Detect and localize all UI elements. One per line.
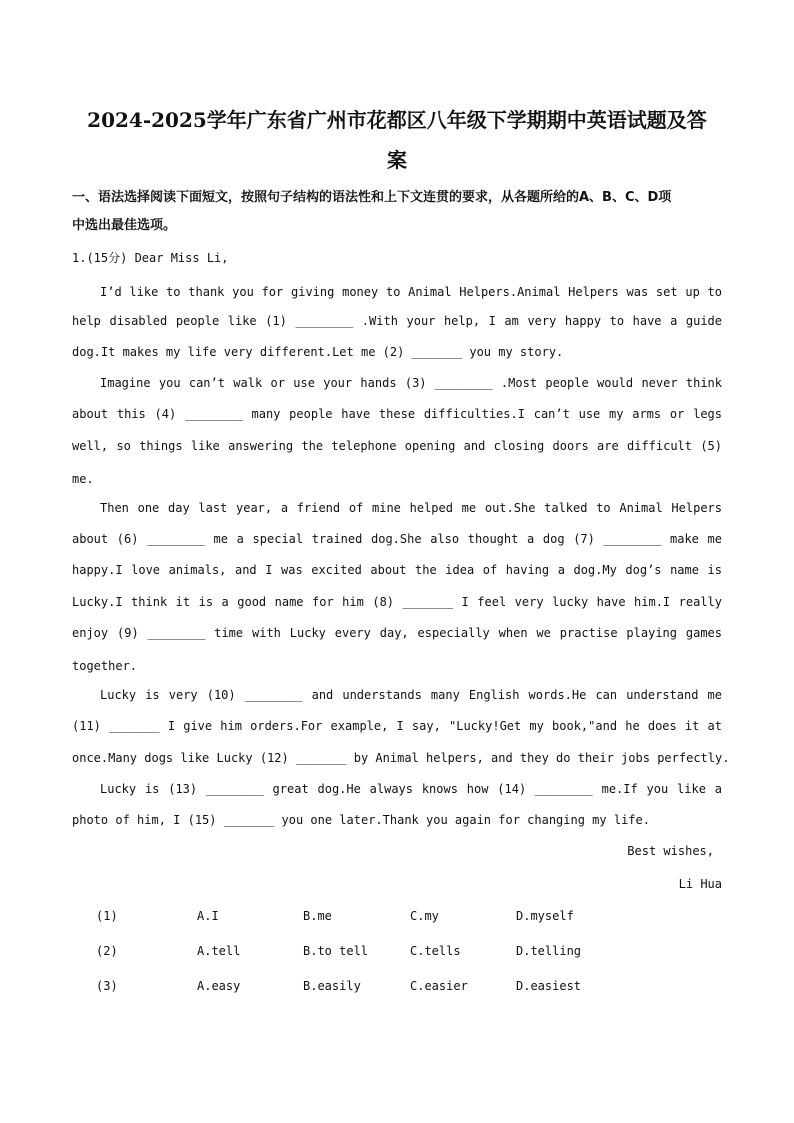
- passage-line: help disabled people like (1) ________ .With your help, I am very happy to have a guide: [72, 314, 722, 328]
- option-number: (2): [96, 944, 118, 958]
- letter-closing: Best wishes,: [627, 844, 714, 858]
- section-instruction-line-1: 一、语法选择阅读下面短文，按照句子结构的语法性和上下文连贯的要求，从各题所给的A、B、C、D项: [72, 190, 672, 205]
- option-number: (3): [96, 979, 118, 993]
- option-d: D.myself: [516, 909, 574, 923]
- passage-line: I’d like to thank you for giving money to Animal Helpers.Animal Helpers was set up to: [100, 285, 722, 299]
- passage-line: Lucky is (13) ________ great dog.He always knows how (14) ________ me.If you like a: [100, 782, 722, 796]
- document-title-line-1: 2024-2025学年广东省广州市花都区八年级下学期期中英语试题及答: [87, 108, 707, 132]
- option-c: C.easier: [410, 979, 468, 993]
- option-b: B.to tell: [303, 944, 369, 958]
- option-d: D.telling: [516, 944, 582, 958]
- option-a: A.easy: [197, 979, 241, 993]
- document-title-line-2: 案: [387, 148, 407, 172]
- option-a: A.tell: [197, 944, 241, 958]
- passage-line: together.: [72, 659, 138, 673]
- option-a: A.I: [197, 909, 219, 923]
- question-header: 1.(15分) Dear Miss Li,: [72, 251, 229, 265]
- option-number: (1): [96, 909, 118, 923]
- passage-line: Then one day last year, a friend of mine helped me out.She talked to Animal Helpers: [100, 501, 722, 515]
- passage-line: about this (4) ________ many people have these difficulties.I can’t use my arms or legs: [72, 407, 722, 421]
- passage-line: dog.It makes my life very different.Let me (2) _______ you my story.: [72, 345, 564, 359]
- option-row: [0, 910, 794, 924]
- passage-line: me.: [72, 472, 94, 486]
- passage-line: happy.I love animals, and I was excited about the idea of having a dog.My dog’s name is: [72, 563, 722, 577]
- passage-line: once.Many dogs like Lucky (12) _______ by Animal helpers, and they do their jobs perfectly.: [72, 751, 730, 765]
- passage-line: well, so things like answering the telephone opening and closing doors are difficult (5): [72, 439, 722, 453]
- passage-line: Lucky is very (10) ________ and understands many English words.He can understand me: [100, 688, 722, 702]
- option-row: [0, 945, 794, 959]
- passage-line: enjoy (9) ________ time with Lucky every day, especially when we practise playing games: [72, 626, 722, 640]
- option-row: [0, 980, 794, 994]
- section-instruction-line-2: 中选出最佳选项。: [72, 218, 177, 233]
- passage-line: photo of him, I (15) _______ you one later.Thank you again for changing my life.: [72, 813, 650, 827]
- option-d: D.easiest: [516, 979, 582, 993]
- option-c: C.my: [410, 909, 439, 923]
- option-b: B.me: [303, 909, 332, 923]
- option-c: C.tells: [410, 944, 461, 958]
- passage-line: about (6) ________ me a special trained dog.She also thought a dog (7) ________ make me: [72, 532, 722, 546]
- option-b: B.easily: [303, 979, 361, 993]
- passage-line: (11) _______ I give him orders.For example, I say, "Lucky!Get my book,"and he does it at: [72, 719, 722, 733]
- passage-line: Imagine you can’t walk or use your hands (3) ________ .Most people would never think: [100, 376, 722, 390]
- letter-signature: Li Hua: [678, 877, 722, 891]
- passage-line: Lucky.I think it is a good name for him (8) _______ I feel very lucky have him.I really: [72, 595, 722, 609]
